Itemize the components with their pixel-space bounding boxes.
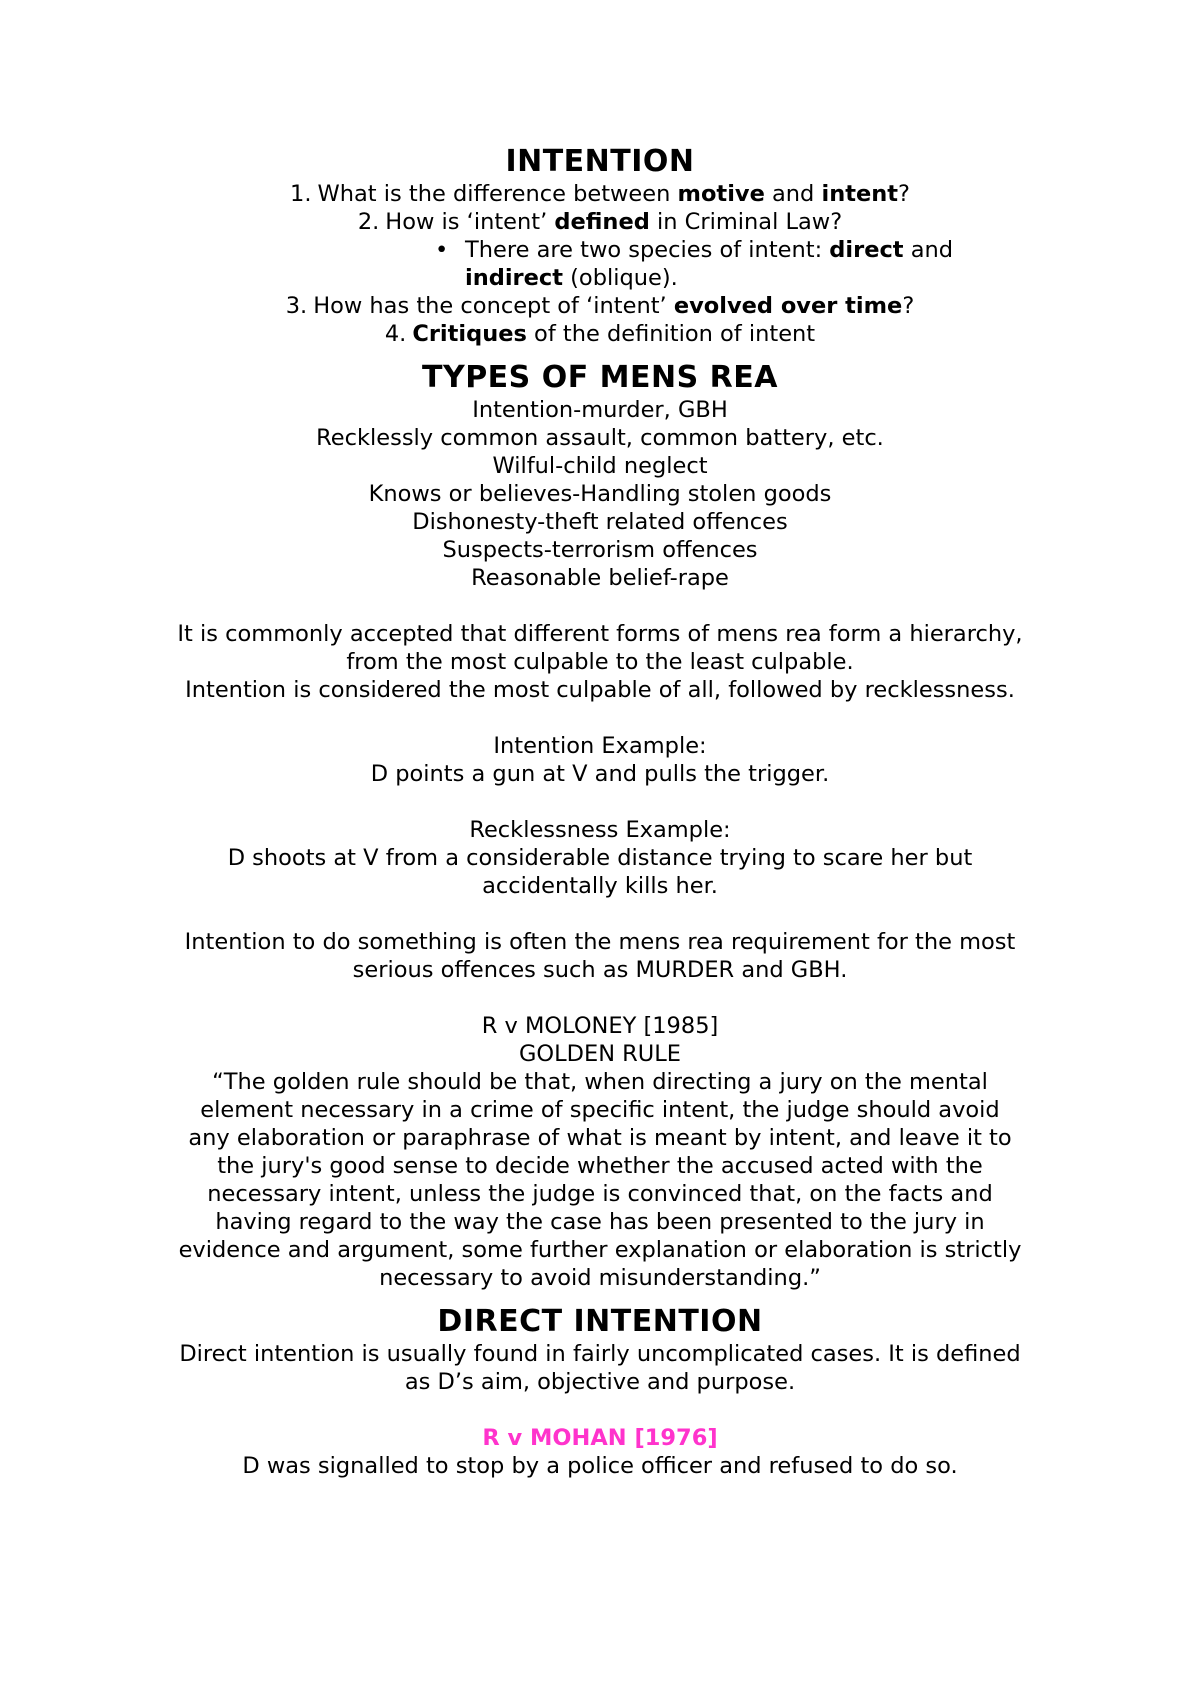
mens-rea-type: Reasonable belief-rape — [471, 565, 729, 591]
mens-rea-type: Wilful-child neglect — [492, 453, 708, 479]
intention-example-text: D points a gun at V and pulls the trigger. — [370, 761, 830, 787]
intention-example-label: Intention Example: — [493, 733, 707, 759]
question-number: 3. — [285, 293, 308, 319]
case-mohan: R v MOHAN [1976] — [482, 1425, 718, 1451]
question-number: 4. — [384, 321, 407, 347]
bullet-icon: • — [435, 237, 449, 263]
question-3: 3. How has the concept of ‘intent’ evolved over time? — [285, 293, 915, 319]
serious-offences-paragraph: serious offences such as MURDER and GBH. — [352, 957, 848, 983]
hierarchy-paragraph: from the most culpable to the least culpable. — [346, 649, 854, 675]
golden-rule-quote: any elaboration or paraphrase of what is meant by intent, and leave it to — [188, 1125, 1012, 1151]
mens-rea-type: Suspects-terrorism offences — [442, 537, 758, 563]
question-1: 1. What is the difference between motive and intent? — [290, 181, 910, 207]
question-number: 2. — [357, 209, 380, 235]
golden-rule-label: GOLDEN RULE — [518, 1041, 682, 1067]
hierarchy-paragraph: It is commonly accepted that different forms of mens rea form a hierarchy, — [177, 621, 1023, 647]
question-2: 2. How is ‘intent’ defined in Criminal Law? — [357, 209, 843, 235]
heading-intention: INTENTION — [505, 144, 695, 179]
hierarchy-paragraph: Intention is considered the most culpable of all, followed by recklessness. — [185, 677, 1015, 703]
recklessness-example-text: accidentally kills her. — [482, 873, 718, 899]
direct-intention-text: Direct intention is usually found in fairly uncomplicated cases. It is defined — [179, 1341, 1021, 1367]
question-4: 4. Critiques of the definition of intent — [384, 321, 816, 347]
golden-rule-quote: evidence and argument, some further explanation or elaboration is strictly — [178, 1237, 1022, 1263]
question-number: 1. — [290, 181, 312, 207]
serious-offences-paragraph: Intention to do something is often the mens rea requirement for the most — [184, 929, 1016, 955]
mohan-facts: D was signalled to stop by a police officer and refused to do so. — [242, 1453, 958, 1479]
heading-types-of-mens-rea: TYPES OF MENS REA — [422, 360, 778, 395]
golden-rule-quote: necessary intent, unless the judge is convinced that, on the facts and — [207, 1181, 993, 1207]
golden-rule-quote: element necessary in a crime of specific intent, the judge should avoid — [200, 1097, 1000, 1123]
mens-rea-type: Dishonesty-theft related offences — [412, 509, 788, 535]
heading-direct-intention: DIRECT INTENTION — [437, 1304, 763, 1339]
case-moloney: R v MOLONEY [1985] — [481, 1013, 719, 1039]
direct-intention-text: as D’s aim, objective and purpose. — [404, 1369, 796, 1395]
golden-rule-quote: the jury's good sense to decide whether the accused acted with the — [217, 1153, 983, 1179]
recklessness-example-label: Recklessness Example: — [469, 817, 731, 843]
mens-rea-type: Knows or believes-Handling stolen goods — [368, 481, 832, 507]
recklessness-example-text: D shoots at V from a considerable distance trying to scare her but — [227, 845, 973, 871]
golden-rule-quote: having regard to the way the case has been presented to the jury in — [215, 1209, 985, 1235]
mens-rea-type: Recklessly common assault, common battery, etc. — [316, 425, 884, 451]
bullet-item: • There are two species of intent: direct and indirect (oblique). — [435, 237, 954, 291]
mens-rea-type: Intention-murder, GBH — [472, 397, 728, 423]
golden-rule-quote: necessary to avoid misunderstanding.” — [379, 1265, 821, 1291]
golden-rule-quote: “The golden rule should be that, when directing a jury on the mental — [212, 1069, 988, 1095]
